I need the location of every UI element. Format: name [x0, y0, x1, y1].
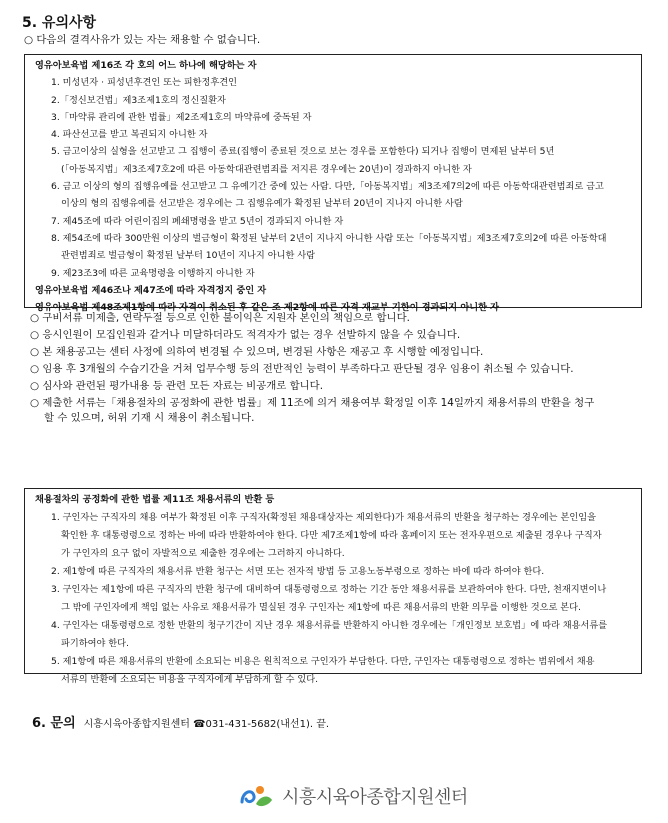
organization-logo — [238, 782, 468, 810]
box1-footer-1: 영유아보육법 제46조나 제47조에 따라 자격정지 중인 자 — [35, 284, 267, 296]
list-item: 3. 구인자는 제1항에 따른 구직자의 반환 청구에 대비하여 대통령령으로 정하는 기간 동안 채용서류를 보관하여야 한다. 다만, 천재지변이나 — [51, 584, 607, 595]
note-item-continued: 할 수 있으며, 허위 기재 시 채용이 취소됩니다. — [44, 412, 255, 424]
section-6-title: 6. 문의 — [32, 716, 76, 731]
list-item: 확인한 후 대통령령으로 정하는 바에 따라 반환하여야 한다. 다만 제7조제1항에 따라 홈페이지 또는 전자우편으로 제출된 경우나 구직자 — [61, 530, 602, 541]
list-item: 3.「마약류 관리에 관한 법률」제2조제1호의 마약류에 중독된 자 — [51, 111, 312, 123]
disqualification-intro: ○ 다음의 결격사유가 있는 자는 채용할 수 없습니다. — [24, 34, 261, 46]
contact-text: 시흥시육아종합지원센터 ☎031-431-5682(내선1). 끝. — [83, 719, 330, 730]
list-item: (「아동복지법」제3조제7호2에 따른 아동학대관련범죄를 저지른 경우에는 20년)이 경과하지 아니한 자 — [61, 163, 472, 175]
list-item: 서류의 반환에 소요되는 비용을 구직자에게 부담하게 할 수 있다. — [61, 674, 319, 685]
disqualification-box — [24, 54, 642, 314]
logo-text: 시흥시육아종합지원센터 — [282, 787, 468, 808]
list-item: 1. 미성년자 · 피성년후견인 또는 피한정후견인 — [51, 77, 238, 89]
list-item: 2. 제1항에 따른 구직자의 채용서류 반환 청구는 서면 또는 전자적 방법 등 고용노동부령으로 정하는 바에 따라 하여야 한다. — [51, 566, 545, 577]
list-item: 6. 금고 이상의 형의 집행유예를 선고받고 그 유예기간 중에 있는 사람. 다만,「아동복지법」제3조제7의2에 따른 아동학대관련범죄로 금고 — [51, 181, 604, 193]
box1-footer-2: 영유아보육법 제48조제1항에 따라 자격이 취소된 후 같은 조 제2항에 따른 자격 재교부 기한이 경과되지 아니한 자 — [35, 302, 500, 314]
note-item: ○ 응시인원이 모집인원과 같거나 미달하더라도 적격자가 없는 경우 선발하지 않을 수 있습니다. — [30, 329, 461, 341]
box2-heading: 채용절차의 공정화에 관한 법률 제11조 채용서류의 반환 등 — [35, 494, 275, 505]
list-item: 5. 금고이상의 실형을 선고받고 그 집행이 종료(집행이 종료된 것으로 보는 경우를 포함한다) 되거나 집행이 면제된 날부터 5년 — [51, 146, 555, 158]
list-item: 8. 제54조에 따라 300만원 이상의 벌금형이 확정된 날부터 2년이 지나지 아니한 사람 또는「아동복지법」제3조제7호의2에 따른 아동학대 — [51, 232, 607, 244]
contact-line — [32, 712, 329, 731]
list-item: 관련범죄로 벌금형이 확정된 날부터 10년이 지나지 아니한 사람 — [61, 250, 316, 262]
list-item: 가 구인자의 요구 없이 자발적으로 제출한 경우에는 그러하지 아니하다. — [61, 548, 345, 559]
box1-heading: 영유아보육법 제16조 각 호의 어느 하나에 해당하는 자 — [35, 60, 257, 71]
document-return-box — [24, 488, 642, 685]
list-item: 4. 구인자는 대통령령으로 정한 반환의 청구기간이 지난 경우 채용서류를 반환하지 아니한 경우에는「개인정보 보호법」에 따라 채용서류를 — [51, 620, 608, 631]
list-item: 1. 구인자는 구직자의 채용 여부가 확정된 이후 구직자(확정된 채용대상자는 제외한다)가 채용서류의 반환을 청구하는 경우에는 본인임을 — [51, 512, 596, 523]
list-item: 이상의 형의 집행유예를 선고받은 경우에는 그 집행유예가 확정된 날부터 20년이 지나지 아니한 사람 — [61, 198, 463, 210]
list-item: 7. 제45조에 따라 어린이집의 폐쇄명령을 받고 5년이 경과되지 아니한 자 — [51, 215, 344, 227]
note-item: ○ 구비서류 미제출, 연락두절 등으로 인한 불이익은 지원자 본인의 책임으로 합니다. — [30, 312, 410, 324]
note-item: ○ 심사와 관련된 평가내용 등 관련 모든 자료는 비공개로 합니다. — [30, 380, 324, 392]
list-item: 그 밖에 구인자에게 책임 없는 사유로 채용서류가 멸실된 경우 구인자는 제1항에 따른 채용서류의 반환 의무를 이행한 것으로 본다. — [61, 602, 581, 613]
note-item: ○ 본 채용공고는 센터 사정에 의하여 변경될 수 있으며, 변경된 사항은 재공고 후 시행할 예정입니다. — [30, 346, 484, 358]
list-item: 2.「정신보건법」제3조제1호의 정신질환자 — [51, 94, 226, 106]
list-item: 4. 파산선고를 받고 복권되지 아니한 자 — [51, 129, 208, 141]
note-item: ○ 제출한 서류는「채용절차의 공정화에 관한 법률」제 11조에 의거 채용여부 확정일 이후 14일까지 채용서류의 반환을 청구 — [30, 397, 595, 409]
note-item: ○ 임용 후 3개월의 수습기간을 거쳐 업무수행 등의 전반적인 능력이 부족하다고 판단될 경우 임용이 취소될 수 있습니다. — [30, 363, 574, 375]
list-item: 5. 제1항에 따른 채용서류의 반환에 소요되는 비용은 원칙적으로 구인자가 부담한다. 다만, 구인자는 대통령령으로 정하는 범위에서 채용 — [51, 656, 595, 667]
section-5-title: 5. 유의사항 — [22, 15, 97, 31]
list-item: 9. 제23조3에 따른 교육명령을 이행하지 아니한 자 — [51, 267, 255, 279]
logo-mark-icon — [238, 782, 276, 810]
list-item: 파기하여야 한다. — [61, 638, 129, 649]
